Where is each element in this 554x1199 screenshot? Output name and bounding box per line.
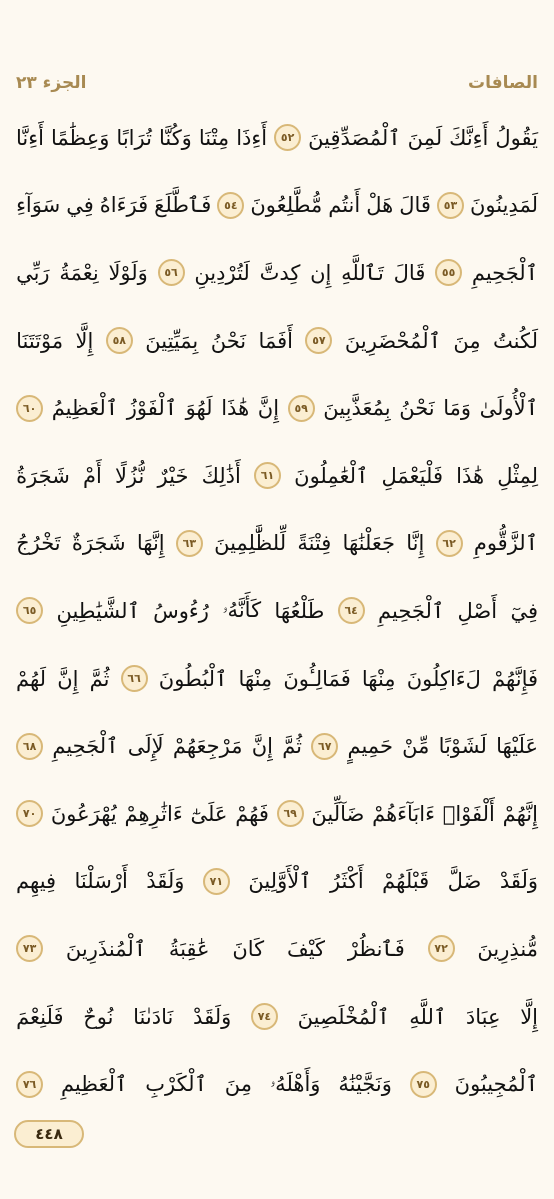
quran-word: نُوحٌ	[83, 1004, 114, 1029]
quran-word: ٱلْعَٰمِلُونَ	[294, 463, 369, 488]
quran-word: رُءُوسُ	[153, 598, 209, 623]
text-line	[14, 172, 540, 240]
quran-word: كَيْفَ	[286, 936, 326, 961]
quran-word: تَخْرُجُ	[16, 531, 61, 556]
quran-word: وَنَجَّيْنَٰهُ	[338, 1072, 392, 1097]
quran-word: أَنتُم	[328, 193, 361, 218]
quran-word: ثُمَّ	[89, 666, 110, 691]
text-line	[14, 780, 540, 848]
ayah-number-marker: ٥٤	[217, 192, 244, 219]
quran-word: فَٱطَّلَعَ	[154, 193, 212, 218]
quran-word: لَمَدِينُونَ	[469, 193, 538, 218]
text-line	[14, 1050, 540, 1118]
quran-word: ٱلْأَوَّلِينَ	[248, 869, 312, 894]
text-line	[14, 848, 540, 916]
quran-word: فِيهِم	[16, 869, 57, 894]
quran-word: إِنَّ	[251, 734, 273, 759]
page-header	[16, 70, 538, 96]
quran-word: فَإِنَّهُمْ	[492, 666, 538, 691]
text-line	[14, 577, 540, 645]
quran-word: وَكُنَّا	[158, 125, 192, 150]
quran-word: لَإِلَى	[127, 734, 164, 759]
quran-word: فَلَنِعْمَ	[16, 1004, 64, 1029]
ayah-number-marker: ٧٢	[428, 935, 455, 962]
quran-word: مِنْهَا	[361, 666, 396, 691]
quran-word: ٱللَّهِ	[409, 1004, 447, 1029]
quran-word: ضَلَّ	[447, 869, 482, 894]
quran-word: أَلْفَوْا۟	[442, 801, 495, 826]
quran-word: عَلَىٰٓ	[190, 801, 228, 826]
text-line	[14, 915, 540, 983]
quran-word: مُّطَّلِعُونَ	[250, 193, 323, 218]
quran-word: فِيٓ	[510, 598, 538, 623]
quran-word: طَلْعُهَا	[274, 598, 325, 623]
quran-word: لِمِثْلِ	[497, 463, 538, 488]
quran-word: قَالَ	[393, 260, 426, 285]
quran-word: ٱلْبُطُونَ	[158, 666, 228, 691]
quran-word: كَأَنَّهُۥ	[222, 598, 262, 623]
quran-word: عِبَادَ	[465, 1004, 501, 1029]
quran-word: شَجَرَةُ	[16, 463, 70, 488]
quran-word: وَلَقَدْ	[146, 869, 185, 894]
quran-word: فَلْيَعْمَلِ	[381, 463, 443, 488]
quran-word: نَحْنُ	[399, 396, 435, 421]
quran-word: أَصْلِ	[457, 598, 498, 623]
quran-word: هَٰذَا	[221, 396, 250, 421]
quran-word: إِلَّا	[75, 328, 94, 353]
surah-name: الصافات	[468, 73, 538, 93]
ayah-number-marker: ٦٨	[16, 733, 43, 760]
quran-word: هَٰذَا	[456, 463, 485, 488]
quran-word: أَءِنَّا	[16, 125, 44, 150]
quran-word: كِدتَّ	[259, 260, 301, 285]
quran-word: لَءَاكِلُونَ	[406, 666, 481, 691]
quran-word: أَءِنَّكَ	[449, 125, 489, 150]
quran-word: إِنَّهَا	[136, 531, 165, 556]
quran-word: فَٱنظُرْ	[347, 936, 405, 961]
ayah-number-marker: ٧٣	[16, 935, 43, 962]
quran-word: ٱلْمُجِيبُونَ	[454, 1072, 538, 1097]
ayah-number-marker: ٧٦	[16, 1071, 43, 1098]
quran-word: وَمَا	[443, 396, 472, 421]
ayah-number-marker: ٧١	[203, 868, 230, 895]
quran-word: مِنْهَا	[238, 666, 273, 691]
juz-label: الجزء ٢٣	[16, 73, 87, 93]
quran-word: ءَاثَٰرِهِمْ	[124, 801, 183, 826]
quran-word: ٱلْمُنذَرِينَ	[65, 936, 147, 961]
quran-word: مِنَ	[453, 328, 481, 353]
quran-word: نِعْمَةُ	[59, 260, 99, 285]
text-line	[14, 104, 540, 172]
quran-word: سَوَآءِ	[16, 193, 61, 218]
quran-word: لَهُوَ	[185, 396, 213, 421]
quran-word: لَمِنَ	[407, 125, 443, 150]
quran-word: لَشَوْبًا	[438, 734, 487, 759]
quran-word: إِنَّ	[257, 396, 280, 421]
ayah-number-marker: ٦٣	[176, 530, 203, 557]
quran-word: وَلَقَدْ	[499, 869, 538, 894]
quran-word: قَالَ	[399, 193, 431, 218]
text-line	[14, 510, 540, 578]
quran-word: ٱلزَّقُّومِ	[473, 531, 538, 556]
ayah-number-marker: ٦٠	[16, 395, 43, 422]
ayah-number-marker: ٥٩	[288, 395, 315, 422]
quran-word: ٱلْعَظِيمِ	[60, 1072, 128, 1097]
quran-word: لَكُنتُ	[493, 328, 538, 353]
quran-word: مُّنذِرِينَ	[477, 936, 538, 961]
quran-word: يَقُولُ	[495, 125, 538, 150]
quran-word: فِتْنَةً	[297, 531, 332, 556]
ayah-number-marker: ٦٥	[16, 597, 43, 624]
quran-word: لِّلظَّٰلِمِينَ	[214, 531, 287, 556]
quran-word: فِي	[66, 193, 94, 218]
quran-word: إِن	[310, 260, 332, 285]
quran-word: نُّزُلًا	[114, 463, 145, 488]
quran-word: أَءِذَا	[236, 125, 268, 150]
ayah-number-marker: ٥٦	[158, 259, 185, 286]
text-line	[14, 374, 540, 442]
quran-word: رَبِّي	[16, 260, 50, 285]
quran-word: إِنَّ	[57, 666, 79, 691]
quran-word: إِنَّهُمْ	[502, 801, 538, 826]
quran-word: مِّنْ	[402, 734, 430, 759]
quran-word: لَهُمْ	[16, 666, 47, 691]
quran-word: شَجَرَةٌ	[71, 531, 126, 556]
quran-word: وَلَوْلَا	[108, 260, 148, 285]
quran-word: ٱلْجَحِيمِ	[378, 598, 445, 623]
ayah-number-marker: ٦٩	[277, 800, 304, 827]
text-line	[14, 983, 540, 1051]
quran-word: ٱلْكَرْبِ	[145, 1072, 207, 1097]
quran-word: ٱلْجَحِيمِ	[52, 734, 119, 759]
quran-word: ٱلْفَوْزُ	[126, 396, 178, 421]
ayah-number-marker: ٧٤	[251, 1003, 278, 1030]
quran-word: جَعَلْنَٰهَا	[342, 531, 396, 556]
quran-word: ٱلْعَظِيمُ	[51, 396, 119, 421]
quran-word: قَبْلَهُمْ	[382, 869, 430, 894]
quran-word: أَكْثَرُ	[329, 869, 364, 894]
ayah-number-marker: ٥٢	[274, 124, 301, 151]
quran-word: مِنَ	[224, 1072, 253, 1097]
text-line	[14, 239, 540, 307]
ayah-number-marker: ٥٥	[435, 259, 462, 286]
ayah-number-marker: ٥٣	[437, 192, 464, 219]
quran-word: نَادَىٰنَا	[133, 1004, 174, 1029]
quran-word: تَٱللَّهِ	[341, 260, 384, 285]
text-line	[14, 307, 540, 375]
quran-word: مِتْنَا	[198, 125, 230, 150]
quran-word: وَلَقَدْ	[193, 1004, 232, 1029]
quran-word: تُرَابًا	[116, 125, 152, 150]
quran-word: ٱلشَّيَٰطِينِ	[56, 598, 140, 623]
quran-word: يُهْرَعُونَ	[50, 801, 117, 826]
quran-word: أَذَٰلِكَ	[201, 463, 241, 488]
quran-word: ٱلْأُولَىٰ	[479, 396, 538, 421]
quran-word: بِمُعَذَّبِينَ	[323, 396, 391, 421]
quran-word: إِنَّا	[406, 531, 425, 556]
quran-word: ثُمَّ	[282, 734, 303, 759]
page-number-badge: ٤٤٨	[14, 1120, 84, 1148]
quran-word: إِلَّا	[520, 1004, 538, 1029]
ayah-number-marker: ٧٠	[16, 800, 43, 827]
ayah-number-marker: ٥٨	[106, 327, 133, 354]
quran-word: نَحْنُ	[210, 328, 247, 353]
quran-word: ٱلْمُخْلَصِينَ	[297, 1004, 390, 1029]
quran-word: كَانَ	[232, 936, 265, 961]
quran-word: مَرْجِعَهُمْ	[172, 734, 243, 759]
quran-word: فَهُمْ	[235, 801, 269, 826]
quran-word: هَلْ	[366, 193, 394, 218]
quran-word: أَفَمَا	[258, 328, 293, 353]
quran-word: فَمَالِـُٔونَ	[283, 666, 351, 691]
quran-word: أَرْسَلْنَا	[74, 869, 128, 894]
text-line	[14, 442, 540, 510]
quran-word: خَيْرٌ	[157, 463, 189, 488]
ayah-number-marker: ٦٦	[121, 665, 148, 692]
quran-word: ٱلْمُحْضَرِينَ	[344, 328, 441, 353]
quran-word: بِمَيِّتِينَ	[145, 328, 199, 353]
quran-word: مَوْتَتَنَا	[16, 328, 64, 353]
ayah-number-marker: ٧٥	[410, 1071, 437, 1098]
text-line	[14, 645, 540, 713]
quran-word: ءَابَآءَهُمْ	[372, 801, 435, 826]
quran-word: ضَآلِّينَ	[311, 801, 365, 826]
quran-word: عَلَيْهَا	[496, 734, 538, 759]
ayah-number-marker: ٦٤	[338, 597, 365, 624]
ayah-number-marker: ٦١	[254, 462, 281, 489]
quran-word: فَرَءَاهُ	[99, 193, 149, 218]
ayah-number-marker: ٥٧	[305, 327, 332, 354]
text-line	[14, 712, 540, 780]
quran-word: ٱلْمُصَدِّقِينَ	[308, 125, 401, 150]
quran-word: عَٰقِبَةُ	[168, 936, 210, 961]
quran-word: حَمِيمٍ	[347, 734, 393, 759]
quran-word: أَمْ	[82, 463, 102, 488]
quran-word: وَأَهْلَهُۥ	[269, 1071, 321, 1096]
quran-word: لَتُرْدِينِ	[194, 260, 250, 285]
quran-text	[14, 104, 540, 1118]
quran-word: وَعِظَٰمًا	[50, 125, 110, 150]
ayah-number-marker: ٦٢	[436, 530, 463, 557]
quran-word: ٱلْجَحِيمِ	[471, 260, 538, 285]
ayah-number-marker: ٦٧	[311, 733, 338, 760]
